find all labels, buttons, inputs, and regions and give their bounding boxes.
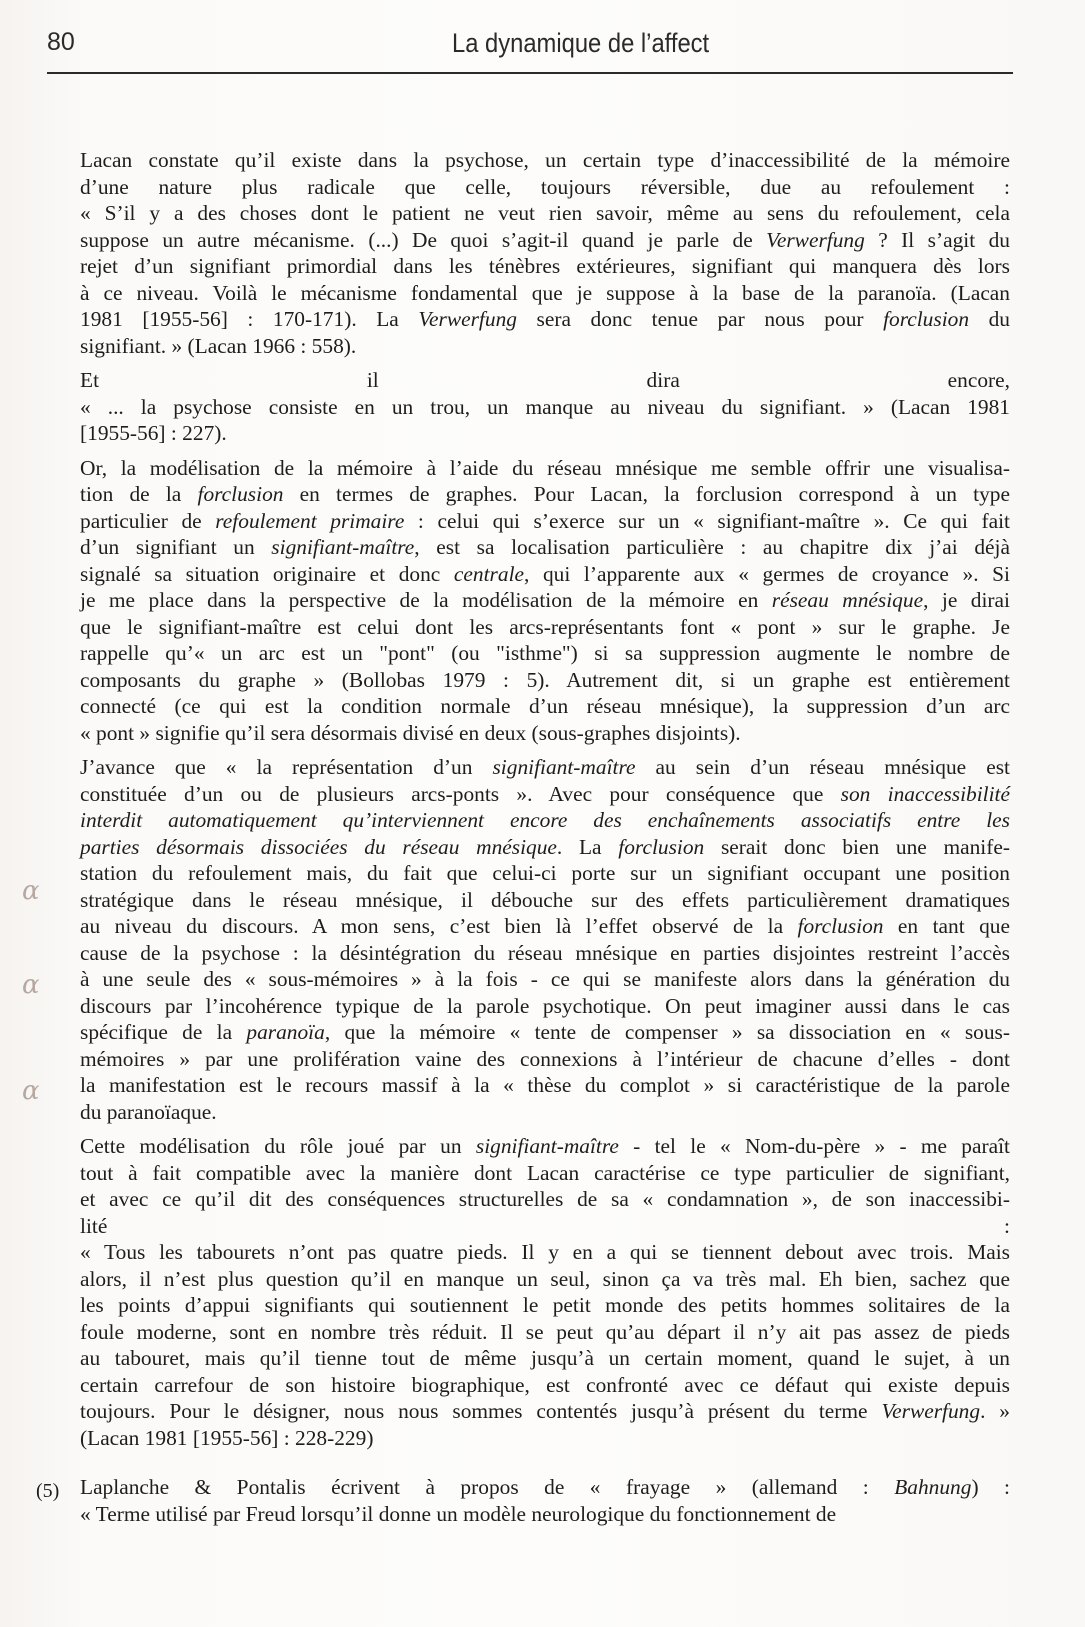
italic-text-segment: centrale bbox=[453, 561, 525, 586]
text-line bbox=[80, 860, 1010, 887]
text-segment: tion de la bbox=[80, 482, 198, 506]
text-segment: , je dirai bbox=[923, 588, 1010, 612]
text-line bbox=[80, 1372, 1010, 1399]
text-line bbox=[80, 561, 1010, 588]
italic-text-segment: signifiant-maître bbox=[492, 755, 636, 779]
text-segment: au niveau du discours. A mon sens, c’est bien là l’effet observé de la bbox=[80, 914, 798, 938]
text-segment: composants du graphe » (Bollobas 1979 : 5). Autrement dit, si un graphe est entièrement bbox=[80, 667, 1010, 692]
text-segment: tout à fait compatible avec la manière dont Lacan caractérise ce type particulier de signifiant, bbox=[80, 1160, 1010, 1185]
text-segment: station du refoulement mais, du fait que celui-ci porte sur un signifiant occupant une position bbox=[80, 861, 1010, 885]
text-line bbox=[80, 1019, 1010, 1046]
text-segment: foule moderne, sont en nombre très réduit. Il se peut qu’au départ il n’y ait pas assez de pieds bbox=[80, 1319, 1010, 1344]
italic-text-segment: interdit automatiquement qu’interviennent encore des enchaînements associatifs entre les bbox=[80, 808, 1010, 832]
text-segment: signalé sa situation originaire et donc bbox=[80, 561, 454, 586]
text-segment: spécifique de la bbox=[80, 1020, 247, 1044]
italic-text-segment: Bahnung bbox=[894, 1475, 972, 1499]
text-line bbox=[80, 394, 1010, 421]
text-line bbox=[80, 200, 1010, 227]
paragraph bbox=[80, 367, 1010, 447]
text-segment: (Lacan 1981 [1955-56] : 228-229) bbox=[80, 1425, 374, 1450]
text-line bbox=[80, 147, 1010, 174]
text-segment: à une seule des « sous-mémoires » à la fois - ce qui se manifeste alors dans la génération du bbox=[80, 967, 1010, 991]
italic-text-segment: paranoïa bbox=[246, 1020, 325, 1044]
text-line bbox=[80, 1133, 1010, 1160]
italic-text-segment: signifiant-maître bbox=[271, 535, 415, 559]
footnote-number: (5) bbox=[36, 1480, 60, 1502]
text-line bbox=[80, 781, 1010, 808]
text-line bbox=[80, 587, 1010, 614]
text-segment: particulier de bbox=[80, 508, 216, 533]
text-segment: serait donc bien une manife- bbox=[704, 834, 1010, 859]
italic-text-segment: signifiant-maître bbox=[475, 1134, 619, 1158]
text-line bbox=[80, 1501, 1010, 1528]
text-line bbox=[80, 667, 1010, 694]
italic-text-segment: son inaccessibilité bbox=[840, 781, 1010, 806]
text-segment: sera donc tenue par nous pour bbox=[516, 307, 884, 331]
text-line bbox=[80, 1072, 1010, 1099]
text-segment: d’un signifiant un bbox=[80, 535, 272, 559]
text-line bbox=[80, 420, 1010, 447]
text-segment: d’une nature plus radicale que celle, toujours réversible, due au refoulement : bbox=[80, 174, 1010, 199]
text-segment: mémoires » par une prolifération vaine des connexions à l’intérieur de chacune d’elles - dont bbox=[80, 1046, 1010, 1071]
text-segment: , est sa localisation particulière : au chapitre dix j’ai déjà bbox=[414, 535, 1010, 559]
text-line bbox=[80, 1186, 1010, 1213]
text-segment: Lacan constate qu’il existe dans la psychose, un certain type d’inaccessibilité de la mémoire bbox=[80, 148, 1010, 172]
text-segment: 1981 [1955-56] : 170-171). La bbox=[80, 307, 419, 331]
italic-text-segment: forclusion bbox=[797, 914, 884, 938]
text-segment: au tabouret, mais qu’il tienne tout de même jusqu’à un certain moment, quand le sujet, à un bbox=[80, 1346, 1010, 1370]
text-segment: et avec ce qu’il dit des conséquences structurelles de sa « condamnation », de son inaccessibi- bbox=[80, 1187, 1010, 1211]
italic-text-segment: forclusion bbox=[883, 307, 970, 331]
italic-text-segment: Verwerfung bbox=[418, 307, 517, 331]
text-line bbox=[80, 333, 1010, 360]
text-segment: , qui l’apparente aux « germes de croyance ». Si bbox=[524, 561, 1010, 586]
italic-text-segment: Verwerfung bbox=[766, 227, 865, 252]
text-segment: - tel le « Nom-du-père » - me paraît bbox=[618, 1134, 1010, 1158]
text-segment: certain carrefour de son histoire biographique, est confronté avec ce défaut qui existe depuis bbox=[80, 1372, 1010, 1397]
text-segment: rappelle qu’« un arc est un "pont" (ou "isthme") si sa suppression augmente le nombre de bbox=[80, 641, 1010, 665]
text-line bbox=[80, 455, 1010, 482]
text-line bbox=[80, 1160, 1010, 1187]
text-segment: Et il dira encore, bbox=[80, 368, 1010, 392]
margin-annotation-mark: α bbox=[22, 970, 40, 1000]
text-line bbox=[80, 1292, 1010, 1319]
text-segment: « Terme utilisé par Freud lorsqu’il donne un modèle neurologique du fonctionnement de bbox=[80, 1501, 837, 1526]
text-segment: du bbox=[969, 307, 1010, 331]
text-segment: Or, la modélisation de la mémoire à l’aide du réseau mnésique me semble offrir une visualisa- bbox=[80, 455, 1010, 480]
italic-text-segment: Verwerfung bbox=[881, 1399, 981, 1423]
text-segment: rejet d’un signifiant primordial dans les ténèbres extérieures, signifiant qui manquera dès lors bbox=[80, 254, 1010, 278]
text-segment: J’avance que « la représentation d’un bbox=[80, 755, 493, 779]
italic-text-segment: refoulement primaire bbox=[215, 508, 405, 533]
italic-text-segment: parties désormais dissociées du réseau mnésique bbox=[80, 834, 557, 859]
text-line bbox=[80, 966, 1010, 993]
text-line bbox=[80, 940, 1010, 967]
text-segment: au sein d’un réseau mnésique est bbox=[635, 755, 1010, 779]
text-segment: « pont » signifie qu’il sera désormais divisé en deux (sous-graphes disjoints). bbox=[80, 720, 741, 745]
text-segment: « Tous les tabourets n’ont pas quatre pieds. Il y en a qui se tiennent debout avec trois. Mais bbox=[80, 1240, 1010, 1264]
text-segment: : celui qui s’exerce sur un « signifiant-maître ». Ce qui fait bbox=[404, 508, 1010, 533]
text-segment: en termes de graphes. Pour Lacan, la forclusion correspond à un type bbox=[283, 482, 1011, 506]
text-line bbox=[80, 1319, 1010, 1346]
text-segment: la manifestation est le recours massif à la « thèse du complot » si caractéristique de la parole bbox=[80, 1073, 1010, 1097]
text-line bbox=[80, 887, 1010, 914]
text-line bbox=[80, 1239, 1010, 1266]
text-segment: à ce niveau. Voilà le mécanisme fondamental que je suppose à la base de la paranoïa. (Lacan bbox=[80, 280, 1010, 305]
text-line bbox=[80, 1474, 1010, 1501]
text-segment: ) : bbox=[971, 1475, 1010, 1499]
page-number: 80 bbox=[47, 28, 75, 56]
text-segment: que le signifiant-maître est celui dont les arcs-représentants font « pont » sur le graphe. Je bbox=[80, 614, 1010, 639]
margin-annotation-mark: α bbox=[22, 1076, 40, 1106]
text-segment: lité : bbox=[80, 1213, 1010, 1238]
italic-text-segment: réseau mnésique bbox=[771, 588, 924, 612]
text-segment: cause de la psychose : la désintégration du réseau mnésique en parties disjointes restreint l’accès bbox=[80, 940, 1010, 965]
text-segment: je me place dans la perspective de la modélisation de la mémoire en bbox=[80, 588, 772, 612]
text-line bbox=[80, 720, 1010, 747]
text-line bbox=[80, 1398, 1010, 1425]
text-line bbox=[80, 834, 1010, 861]
italic-text-segment: forclusion bbox=[197, 482, 284, 506]
text-line bbox=[80, 754, 1010, 781]
text-segment: . » bbox=[980, 1399, 1011, 1423]
body-text bbox=[80, 147, 1010, 1459]
text-line bbox=[80, 367, 1010, 394]
running-title: La dynamique de l’affect bbox=[452, 28, 710, 58]
text-segment: constituée d’un ou de plusieurs arcs-ponts ». Avec pour conséquence que bbox=[80, 781, 841, 806]
text-segment: connecté (ce qui est la condition normale d’un réseau mnésique), la suppression d’un arc bbox=[80, 694, 1010, 718]
text-line bbox=[80, 174, 1010, 201]
text-segment: ? Il s’agit du bbox=[864, 227, 1010, 252]
text-line bbox=[80, 807, 1010, 834]
text-line bbox=[80, 640, 1010, 667]
text-segment: . La bbox=[556, 834, 619, 859]
text-line bbox=[80, 614, 1010, 641]
paragraph bbox=[80, 1133, 1010, 1451]
text-line bbox=[80, 227, 1010, 254]
text-line bbox=[80, 481, 1010, 508]
text-line bbox=[80, 1425, 1010, 1452]
italic-text-segment: forclusion bbox=[618, 834, 705, 859]
paragraph bbox=[80, 754, 1010, 1125]
text-segment: « S’il y a des choses dont le patient ne veut rien savoir, même au sens du refoulement, cela bbox=[80, 201, 1010, 225]
text-segment: « ... la psychose consiste en un trou, un manque au niveau du signifiant. » (Lacan 1981 bbox=[80, 394, 1010, 419]
paragraph bbox=[80, 147, 1010, 359]
paragraph bbox=[80, 455, 1010, 747]
text-segment: stratégique dans le réseau mnésique, il débouche sur des effets particulièrement dramatiques bbox=[80, 887, 1010, 912]
text-line bbox=[80, 1266, 1010, 1293]
text-line bbox=[80, 913, 1010, 940]
text-line bbox=[80, 508, 1010, 535]
text-line bbox=[80, 306, 1010, 333]
text-segment: du paranoïaque. bbox=[80, 1099, 217, 1124]
text-line bbox=[80, 693, 1010, 720]
running-head bbox=[47, 26, 1013, 74]
text-segment: les points d’appui signifiants qui soutiennent le petit monde des petits hommes solitaires de la bbox=[80, 1293, 1010, 1317]
text-segment: discours par l’incohérence typique de la parole psychotique. On peut imaginer aussi dans le cas bbox=[80, 993, 1010, 1018]
margin-annotation-mark: α bbox=[22, 876, 40, 906]
text-line bbox=[80, 534, 1010, 561]
text-segment: toujours. Pour le désigner, nous nous sommes contentés jusqu’à présent du terme bbox=[80, 1399, 882, 1423]
text-line bbox=[80, 1213, 1010, 1240]
text-line bbox=[80, 253, 1010, 280]
text-segment: alors, il n’est plus question qu’il en manque un seul, sinon ça va très mal. Eh bien, sachez que bbox=[80, 1266, 1010, 1291]
text-segment: [1955-56] : 227). bbox=[80, 421, 227, 445]
text-line bbox=[80, 993, 1010, 1020]
text-segment: en tant que bbox=[883, 914, 1010, 938]
text-line bbox=[80, 1046, 1010, 1073]
text-segment: Cette modélisation du rôle joué par un bbox=[80, 1134, 476, 1158]
footnote-text bbox=[80, 1474, 1010, 1527]
text-segment: signifiant. » (Lacan 1966 : 558). bbox=[80, 333, 357, 358]
text-line bbox=[80, 280, 1010, 307]
text-line bbox=[80, 1345, 1010, 1372]
text-segment: , que la mémoire « tente de compenser » sa dissociation en « sous- bbox=[324, 1020, 1011, 1044]
text-line bbox=[80, 1099, 1010, 1126]
text-segment: Laplanche & Pontalis écrivent à propos de « frayage » (allemand : bbox=[80, 1475, 895, 1499]
text-segment: suppose un autre mécanisme. (...) De quoi s’agit-il quand je parle de bbox=[80, 227, 767, 252]
